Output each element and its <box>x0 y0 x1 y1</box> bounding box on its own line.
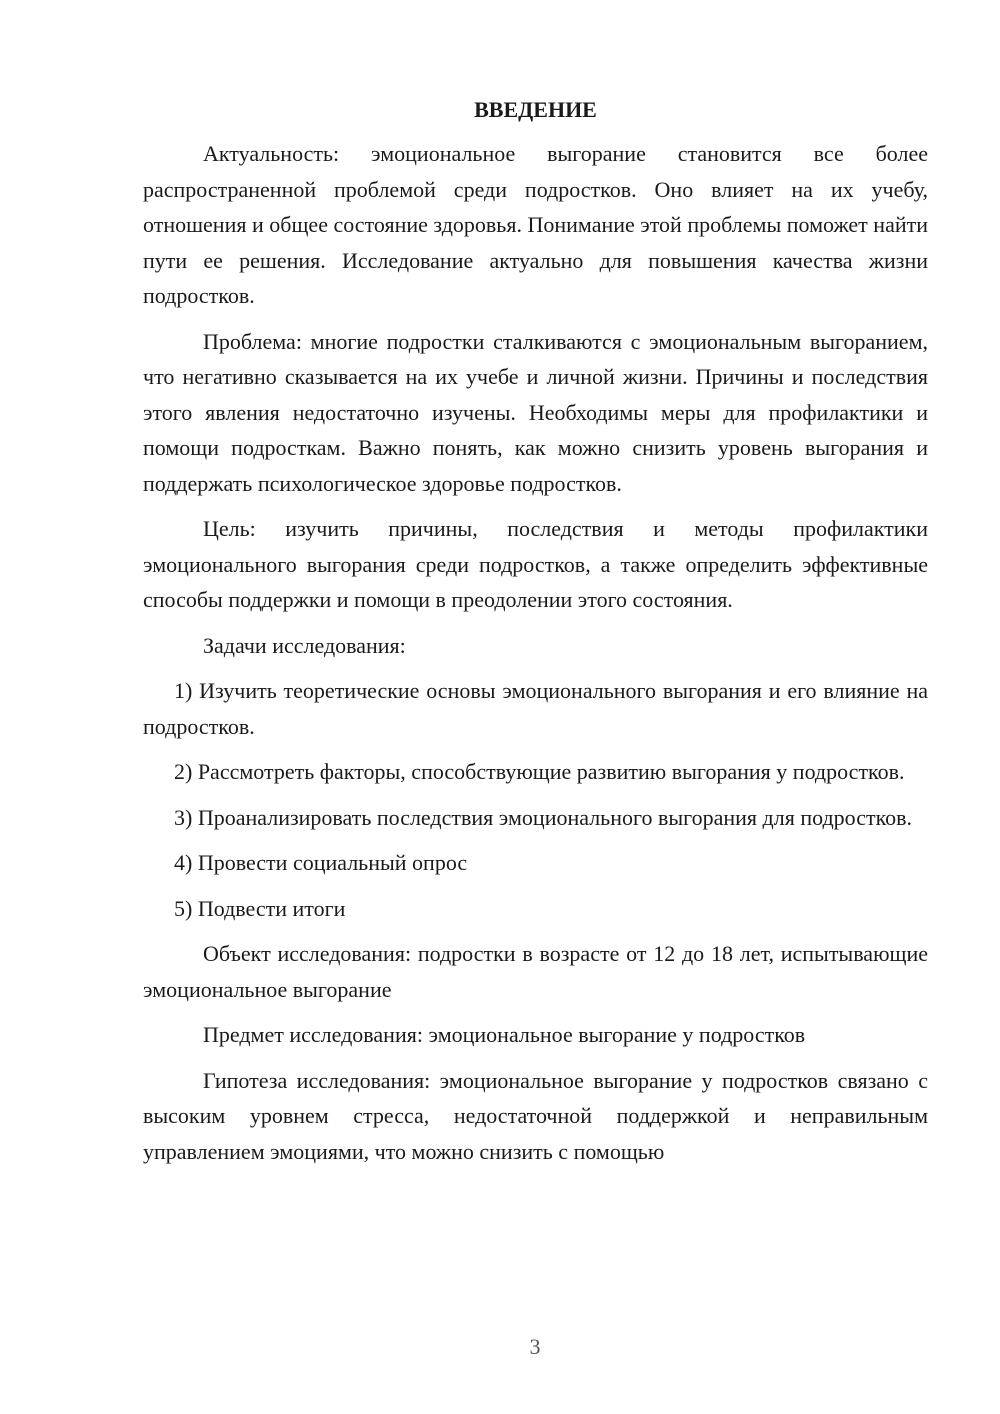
document-body <box>143 92 928 1179</box>
goal-paragraph: Цель: изучить причины, последствия и методы профилактики эмоционального выгорания среди подростков, а также определить эффективные способы поддержки и помощи в преодолении этого состояния. <box>143 516 928 612</box>
document-title: ВВЕДЕНИЕ <box>474 97 597 122</box>
object-paragraph: Объект исследования: подростки в возрасте от 12 до 18 лет, испытывающие эмоциональное выгорание <box>143 941 928 1002</box>
tasks-heading: Задачи исследования: <box>203 632 406 658</box>
actuality-paragraph: Актуальность: эмоциональное выгорание становится все более распространенной проблемой среди подростков. Оно влияет на их учебу, отношения и общее состояние здоровья. Понимание этой проблемы поможет найти пути ее решения. Исследование актуально для повышения качества жизни подростков. <box>143 141 928 308</box>
task-item-3: 3) Проанализировать последствия эмоционального выгорания для подростков. <box>174 804 913 830</box>
task-item-5: 5) Подвести итоги <box>174 895 346 921</box>
problem-paragraph: Проблема: многие подростки сталкиваются с эмоциональным выгоранием, что негативно сказывается на их учебе и личной жизни. Причины и последствия этого явления недостаточно изучены. Необходимы меры для профилактики и помощи подросткам. Важно понять, как можно снизить уровень выгорания и поддержать психологическое здоровье подростков. <box>143 328 928 496</box>
page-number: 3 <box>529 1334 541 1359</box>
task-item-4: 4) Провести социальный опрос <box>174 850 468 875</box>
subject-paragraph: Предмет исследования: эмоциональное выгорание у подростков <box>203 1022 806 1047</box>
task-item-2: 2) Рассмотреть факторы, способствующие развитию выгорания у подростков. <box>174 759 905 784</box>
hypothesis-paragraph: Гипотеза исследования: эмоциональное выгорание у подростков связано с высоким уровнем стресса, недостаточной поддержкой и неправильным управлением эмоциями, что можно снизить с помощью <box>143 1067 928 1164</box>
task-item-1: 1) Изучить теоретические основы эмоционального выгорания и его влияние на подростков. <box>143 678 928 739</box>
